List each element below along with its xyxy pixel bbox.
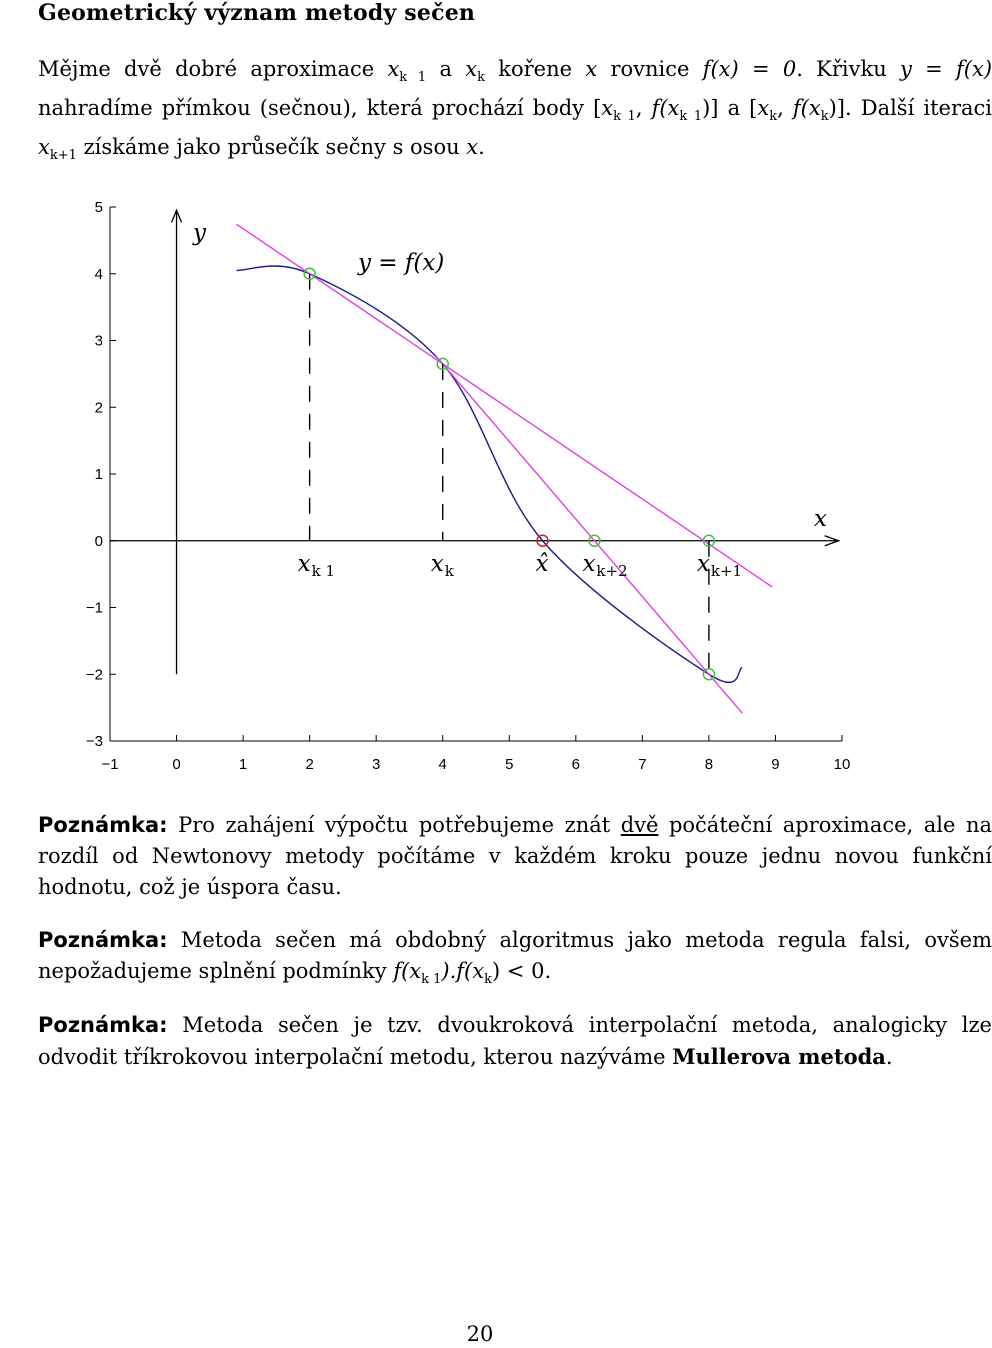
- x-tick-label: 10: [833, 756, 851, 773]
- secant-method-figure: [0, 180, 960, 780]
- y-tick-label: 4: [94, 265, 103, 283]
- x-tick-label: 4: [438, 756, 447, 773]
- x-tick-label: −1: [101, 756, 119, 773]
- y-tick-label: −1: [85, 599, 103, 617]
- x-tick-label: 6: [571, 756, 580, 773]
- note-1-label: Poznámka:: [38, 813, 168, 837]
- section-heading: Geometrický význam metody sečen: [38, 0, 476, 26]
- y-tick-label: 2: [94, 399, 103, 417]
- x-tick-label: 1: [238, 756, 248, 773]
- point-label: $x_{k 1}$: [297, 550, 336, 580]
- y-tick-label: 0: [94, 532, 103, 550]
- note-1: Poznámka: Pro zahájení výpočtu potřebujeme znát dvě počáteční aproximace, ale na rozdíl od Newtonovy metody počítáme v každém kroku pouze jednu novou funkční hodnotu, což je úspora času.: [38, 813, 992, 899]
- curve-f: [236, 266, 742, 682]
- x-tick-label: 0: [172, 756, 181, 773]
- point-label: $x_k$: [430, 550, 454, 580]
- point-label: $x_{k+1}$: [696, 550, 743, 580]
- y-tick-label: −2: [85, 666, 103, 684]
- y-tick-label: −3: [85, 733, 103, 750]
- point-label: $x_{k+2}$: [582, 550, 628, 580]
- note-3-label: Poznámka:: [38, 1013, 168, 1037]
- x-tick-label: 7: [638, 756, 647, 773]
- x-axis-label: x: [814, 506, 827, 532]
- x-tick-label: 9: [771, 756, 780, 773]
- note-3: Poznámka: Metoda sečen je tzv. dvoukroková interpolační metoda, analogicky lze odvodit tříkrokovou interpolační metodu, kterou nazýváme Mullerova metoda.: [38, 1013, 992, 1069]
- note-2-label: Poznámka:: [38, 928, 168, 952]
- x-tick-label: 2: [305, 756, 314, 773]
- y-tick-label: 5: [94, 199, 103, 216]
- intro-paragraph: Mějme dvě dobré aproximace $x_{k 1}$ a $x_k$ kořene x rovnice f(x) = 0. Křivku y = f(x) nahradíme přímkou (sečnou), která prochází body [$x_{k 1}$, $f(x_{k 1})$] a [$x_k$, $f(x_k)$]. Další iteraci $x_{k+1}$ získáme jako průsečík sečny s osou x.: [38, 57, 992, 164]
- y-axis-label: y: [193, 220, 206, 246]
- y-tick-label: 3: [94, 332, 103, 350]
- point-label: x̂: [535, 550, 549, 577]
- page-number: 20: [466, 1322, 494, 1346]
- x-tick-label: 3: [372, 756, 381, 773]
- note-2: Poznámka: Metoda sečen má obdobný algoritmus jako metoda regula falsi, ovšem nepožadujeme splnění podmínky $f(x_{k 1}).f(x_k) < 0$.: [38, 928, 992, 988]
- x-tick-label: 5: [505, 756, 514, 773]
- x-tick-label: 8: [704, 756, 714, 773]
- y-tick-label: 1: [94, 466, 103, 483]
- curve-label: y = f(x): [358, 250, 445, 276]
- secant-line: [236, 224, 772, 587]
- secant-line: [436, 356, 742, 713]
